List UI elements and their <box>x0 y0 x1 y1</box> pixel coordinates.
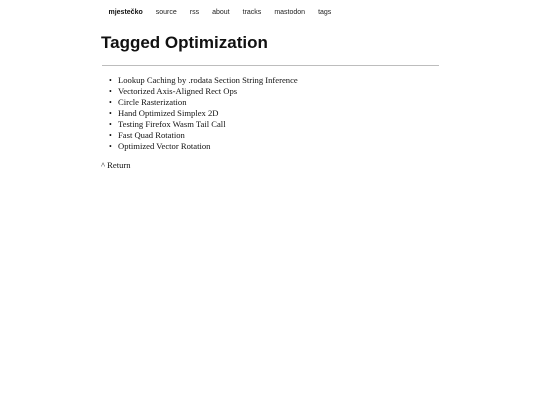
post-link[interactable]: Testing Firefox Wasm Tail Call <box>118 119 226 129</box>
post-link[interactable]: Vectorized Axis-Aligned Rect Ops <box>118 86 238 96</box>
post-link[interactable]: Lookup Caching by .rodata Section String Inference <box>118 75 298 85</box>
list-item <box>109 108 298 119</box>
post-link[interactable]: Circle Rasterization <box>118 97 187 107</box>
post-link[interactable]: Hand Optimized Simplex 2D <box>118 108 219 118</box>
nav-link-tracks[interactable]: tracks <box>242 9 262 16</box>
bullet-icon: • <box>109 87 112 96</box>
list-item <box>109 130 298 141</box>
return-link[interactable]: ^ Return <box>101 160 131 170</box>
bullet-icon: • <box>109 76 112 85</box>
bullet-icon: • <box>109 142 112 151</box>
bullet-icon: • <box>109 131 112 140</box>
top-nav <box>102 8 338 18</box>
page-title: Tagged Optimization <box>101 33 268 52</box>
nav-link-mastodon[interactable]: mastodon <box>274 9 306 16</box>
tagged-post-list <box>109 75 298 152</box>
nav-link-rss[interactable]: rss <box>189 9 200 16</box>
bullet-icon: • <box>109 109 112 118</box>
title-divider <box>102 65 439 66</box>
bullet-icon: • <box>109 98 112 107</box>
list-item <box>109 97 298 108</box>
list-item <box>109 141 298 152</box>
post-link[interactable]: Optimized Vector Rotation <box>118 141 211 151</box>
list-item <box>109 75 298 86</box>
nav-link-about[interactable]: about <box>212 9 230 16</box>
list-item <box>109 119 298 130</box>
nav-brand-link[interactable]: mjestečko <box>108 9 143 16</box>
nav-link-source[interactable]: source <box>155 9 177 16</box>
nav-link-tags[interactable]: tags <box>318 9 332 16</box>
bullet-icon: • <box>109 120 112 129</box>
list-item <box>109 86 298 97</box>
post-link[interactable]: Fast Quad Rotation <box>118 130 185 140</box>
